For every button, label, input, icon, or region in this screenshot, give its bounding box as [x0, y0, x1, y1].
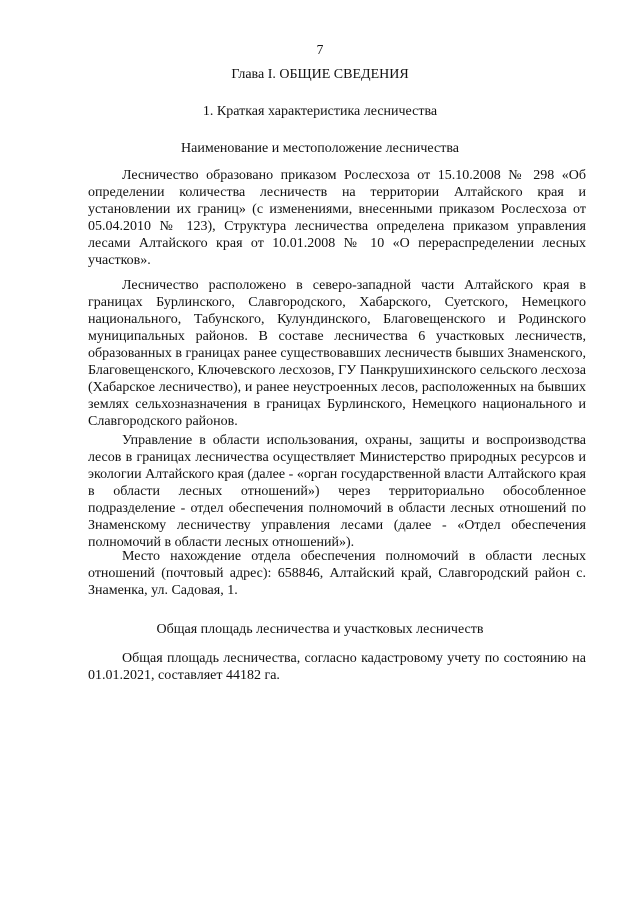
paragraph-total-area: Общая площадь лесничества, согласно кадастровому учету по состоянию на 01.01.2021, составляет 44182 га.: [88, 651, 586, 683]
subsection-title-area: Общая площадь лесничества и участковых лесничеств: [156, 622, 484, 637]
paragraph-establishment: Лесничество образовано приказом Рослесхоза от 15.10.2008 № 298 «Об определении количества лесничеств на территории Алтайского края и установлении их границ» (с изменениями, внесенными приказом Рослесхоза от 05.04.2010 № 123), Структура лесничества определена приказом управления лесами Алтайского края от 10.01.2008 № 10 «О перераспределении лесных участков».: [88, 168, 586, 268]
paragraph-management: Управление в области использования, охраны, защиты и воспроизводства лесов в границах лесничества осуществляет Министерство природных ресурсов и экологии Алтайского края (далее - «орган государственной власти Алтайского края в области лесных отношений») через территориально обособленное подразделение - отдел обеспечения полномочий в области лесных отношений по Знаменскому лесничеству управления лесами (далее - «Отдел обеспечения полномочий в области лесных отношений»).: [88, 433, 586, 550]
paragraph-address: Место нахождение отдела обеспечения полномочий в области лесных отношений (почтовый адрес): 658846, Алтайский край, Славгородский район с. Знаменка, ул. Садовая, 1.: [88, 549, 586, 598]
paragraph-location: Лесничество расположено в северо-западной части Алтайского края в границах Бурлинского, Славгородского, Хабарского, Суетского, Немецкого национального, Табунского, Кулундинского, Благовещенского и Родинского муниципальных районов. В составе лесничества 6 участковых лесничеств, образованных в границах ранее существовавших лесничеств бывших Знаменского, Благовещенского, Ключевского лесхозов, ГУ Панкрушихинского сельского лесхоза (Хабарское лесничество), и ранее неустроенных лесов, расположенных на бывших землях сельхозназначения в границах Бурлинского, Немецкого национального и Славгородского районов.: [88, 278, 586, 429]
page-number: 7: [316, 42, 324, 57]
subsection-title-location: Наименование и местоположение лесничества: [181, 141, 459, 156]
chapter-title: Глава I. ОБЩИЕ СВЕДЕНИЯ: [231, 67, 409, 82]
section-title: 1. Краткая характеристика лесничества: [202, 104, 438, 119]
